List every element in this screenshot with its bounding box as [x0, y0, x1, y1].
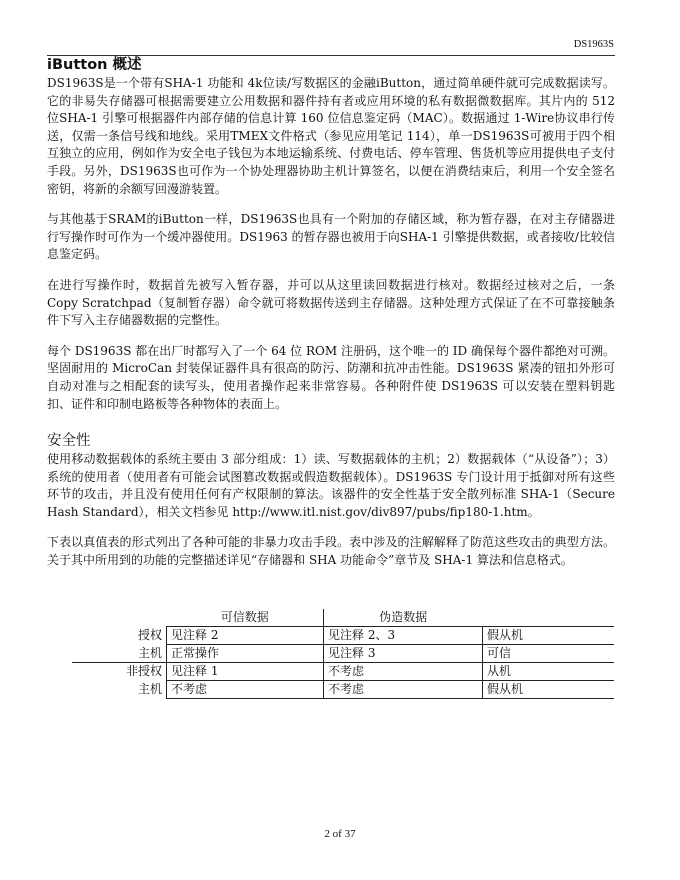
page-content	[47, 55, 615, 570]
cell-trusted: 不考虑	[167, 681, 324, 699]
cell-result: 从机	[483, 663, 615, 681]
security-title: 安全性	[47, 433, 91, 450]
header-doc-id: DS1963S	[573, 39, 614, 50]
cell-result: 可信	[483, 645, 615, 663]
truth-table	[72, 609, 614, 699]
col-header-forged: 伪造数据	[324, 609, 483, 627]
overview-paragraph-1: DS1963S是一个带有SHA-1 功能和 4k位读/写数据区的金融iButton，通过简单硬件就可完成数据读写。它的非易失存储器可根据需要建立公用数据和器件持有者或应用环境的私有数据微数据库。其片内的 512 位SHA-1 引擎可根据器件内部存储的信息计算 160 位信息鉴定码（MAC）。数据通过 1-Wire协议串行传送，仅需一条信号线和地线。采用TMEX文件格式（参见应用笔记 114），单一DS1963S可被用于四个相互独立的应用，例如作为安全电子钱包为本地运输系统、付费电话、停车管理、售货机等应用提供电子支付手段。另外，DS1963S也可作为一个协处理器协助主机计算签名，以便在消费结束后，利用一个安全签名密钥，将新的余额写回漫游装置。	[47, 76, 615, 196]
table-row	[72, 681, 614, 699]
cell-result: 假从机	[483, 627, 615, 645]
cell-forged: 不考虑	[324, 663, 483, 681]
cell-trusted: 见注释 2	[167, 627, 324, 645]
cell-forged: 见注释 2、3	[324, 627, 483, 645]
cell-trusted: 见注释 1	[167, 663, 324, 681]
security-paragraph-1: 使用移动数据载体的系统主要由 3 部分组成：1）读、写数据载体的主机；2）数据载体（“从设备”）；3）系统的使用者（使用者有可能会试图篡改数据或假造数据载体）。DS1963S 专门设计用于抵御对所有这些环节的攻击，并且没有使用任何有产权限制的算法。该器件的安全性基于安全散列标准 SHA-1（Secure Hash Standard），相关文档参见 http://www.itl.nist.gov/div897/pubs/fip180-1.htm。	[47, 452, 615, 519]
overview-paragraph-3: 在进行写操作时，数据首先被写入暂存器，并可以从这里读回数据进行核对。数据经过核对之后，一条 Copy Scratchpad（复制暂存器）命令就可将数据传送到主存储器。这种处理方式保证了在不可靠接触条件下写入主存储器数据的完整性。	[47, 277, 615, 328]
cell-forged: 不考虑	[324, 681, 483, 699]
security-paragraph-2: 下表以真值表的形式列出了各种可能的非暴力攻击手段。表中涉及的注解解释了防范这些攻击的典型方法。关于其中所用到的功能的完整描述详见“存储器和 SHA 功能命令”章节及 SHA-1 算法和信息格式。	[47, 535, 615, 568]
row-label: 主机	[72, 645, 167, 663]
row-label: 主机	[137, 682, 162, 696]
cell-trusted: 正常操作	[167, 645, 324, 663]
overview-paragraph-2: 与其他基于SRAM的iButton一样，DS1963S也具有一个附加的存储区域，称为暂存器，在对主存储器进行写操作时可作为一个缓冲器使用。DS1963 的暂存器也被用于向SHA-1 引擎提供数据，或者接收/比较信息鉴定码。	[47, 212, 615, 262]
table-row	[72, 645, 614, 663]
cell-result: 假从机	[483, 681, 615, 699]
table-row	[72, 627, 614, 645]
row-label: 非授权	[125, 664, 162, 679]
overview-title: iButton 概述	[47, 57, 142, 73]
table-row	[72, 663, 614, 681]
col-header-trusted: 可信数据	[220, 610, 269, 624]
row-label: 授权	[137, 628, 162, 642]
cell-forged: 见注释 3	[324, 645, 483, 663]
overview-paragraph-4: 每个 DS1963S 都在出厂时都写入了一个 64 位 ROM 注册码，这个唯一的 ID 确保每个器件都绝对可溯。坚固耐用的 MicroCan 封装保证器件具有很高的防污、防潮和抗冲击性能。DS1963S 紧凑的钮扣外形可自动对准与之相配套的读写头，使用者操作起来非常容易。各种附件使 DS1963S 可以安装在塑料钥匙扣、证件和印制电路板等各种物体的表面上。	[47, 343, 615, 411]
page-number: 2 of 37	[324, 828, 356, 840]
